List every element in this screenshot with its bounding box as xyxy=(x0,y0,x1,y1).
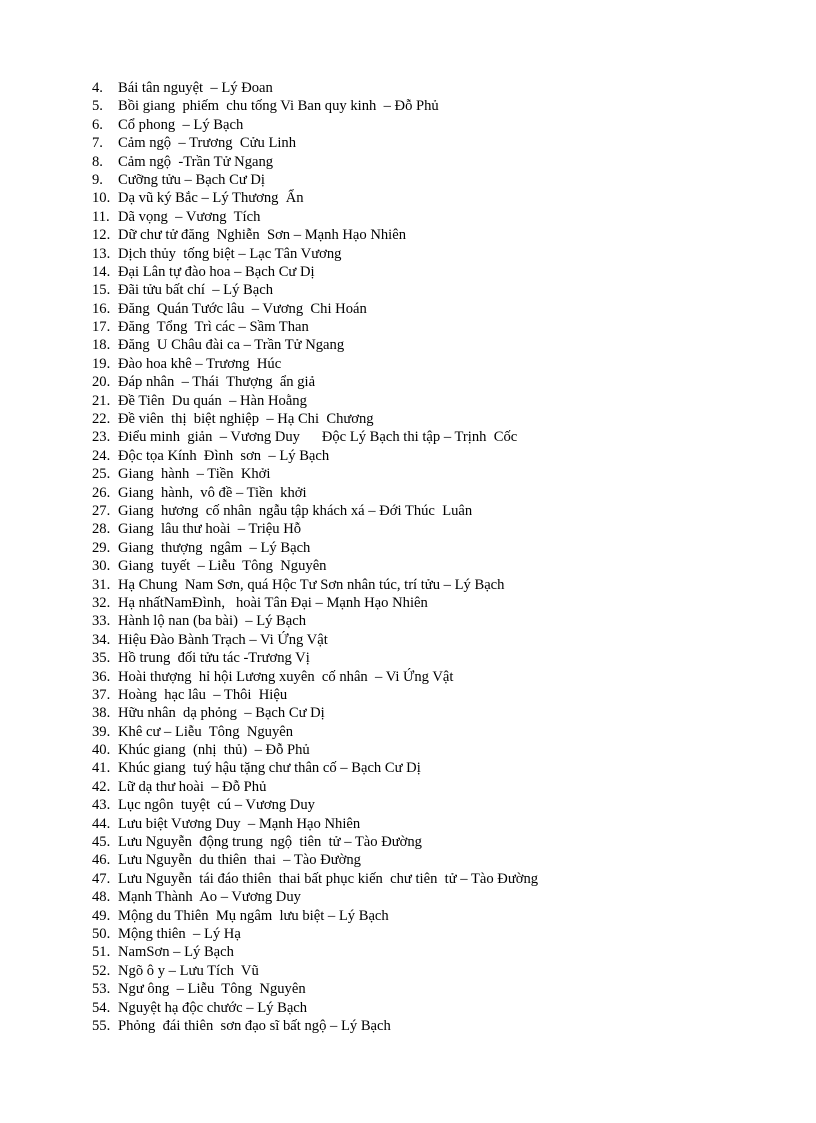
list-item xyxy=(92,97,538,115)
list-item-number: 13. xyxy=(92,245,111,262)
list-item-number: 31. xyxy=(92,576,111,593)
list-item-text: Lưu Nguyễn động trung ngộ tiên tử – Tào Đường xyxy=(118,834,422,851)
list-item-text: Đào hoa khê – Trương Húc xyxy=(118,355,282,372)
list-item-number: 52. xyxy=(92,962,111,979)
list-item xyxy=(92,484,538,502)
list-item xyxy=(92,189,538,207)
list-item-text: Mộng du Thiên Mụ ngâm lưu biệt – Lý Bạch xyxy=(118,907,389,924)
list-item xyxy=(92,576,538,594)
list-item-number: 30. xyxy=(92,558,111,575)
list-item-text: Lưu biệt Vương Duy – Mạnh Hạo Nhiên xyxy=(118,815,361,832)
list-item-text: Hoài thượng hỉ hội Lương xuyên cố nhân – Vi Ứng Vật xyxy=(118,668,454,685)
list-item-number: 36. xyxy=(92,668,111,685)
list-item xyxy=(92,318,538,336)
list-item-number: 37. xyxy=(92,686,111,703)
list-item xyxy=(92,870,538,888)
list-item-number: 7. xyxy=(92,135,103,152)
list-item-number: 46. xyxy=(92,852,111,869)
list-item xyxy=(92,925,538,943)
list-item-number: 21. xyxy=(92,392,111,409)
list-item-text: Đại Lân tự đào hoa – Bạch Cư Dị xyxy=(118,263,315,280)
list-item-number: 28. xyxy=(92,521,111,538)
list-item-text: Khê cư – Liễu Tông Nguyên xyxy=(118,723,294,740)
list-item-number: 38. xyxy=(92,705,111,722)
list-item xyxy=(92,520,538,538)
list-item-number: 8. xyxy=(92,153,103,170)
list-item-text: Hữu nhân dạ phỏng – Bạch Cư Dị xyxy=(118,705,325,722)
list-item-number: 5. xyxy=(92,98,103,115)
list-item-number: 6. xyxy=(92,116,103,133)
list-item-text: Đề viên thị biệt nghiệp – Hạ Chi Chương xyxy=(118,411,374,428)
list-item-text: Ngư ông – Liễu Tông Nguyên xyxy=(118,981,306,998)
list-item-number: 27. xyxy=(92,502,111,519)
list-item xyxy=(92,943,538,961)
list-item-text: Hạ nhấtNamĐình, hoài Tân Đại – Mạnh Hạo Nhiên xyxy=(118,594,428,611)
list-item-number: 40. xyxy=(92,742,111,759)
list-item xyxy=(92,962,538,980)
list-item-text: Giang thượng ngâm – Lý Bạch xyxy=(118,539,311,556)
list-item xyxy=(92,502,538,520)
list-item xyxy=(92,1017,538,1035)
list-item-number: 26. xyxy=(92,484,111,501)
list-item-text: Nguyệt hạ độc chước – Lý Bạch xyxy=(118,999,308,1016)
list-item-text: Giang lâu thư hoài – Triệu Hỗ xyxy=(118,521,302,538)
list-item-text: Hiệu Đào Bành Trạch – Vi Ứng Vật xyxy=(118,631,328,648)
list-item xyxy=(92,851,538,869)
list-item-text: Hạ Chung Nam Sơn, quá Hộc Tư Sơn nhân túc, trí tửu – Lý Bạch xyxy=(118,576,505,593)
list-item xyxy=(92,723,538,741)
list-item-text: Đăng Tổng Trì các – Sầm Than xyxy=(118,319,309,336)
list-item-text: Đáp nhân – Thái Thượng ẩn giả xyxy=(118,374,316,391)
list-item-number: 25. xyxy=(92,466,111,483)
list-item-number: 24. xyxy=(92,447,111,464)
list-item xyxy=(92,392,538,410)
list-item xyxy=(92,815,538,833)
list-item-number: 44. xyxy=(92,815,111,832)
list-item xyxy=(92,594,538,612)
list-item xyxy=(92,171,538,189)
list-item-number: 50. xyxy=(92,925,111,942)
list-item-text: Hoàng hạc lâu – Thôi Hiệu xyxy=(118,686,288,703)
list-item-text: Cảm ngộ -Trần Tử Ngang xyxy=(118,153,274,170)
list-item-number: 47. xyxy=(92,870,111,887)
list-item-number: 32. xyxy=(92,594,111,611)
list-item xyxy=(92,226,538,244)
list-item-number: 4. xyxy=(92,80,103,96)
list-item-text: NamSơn – Lý Bạch xyxy=(118,944,234,961)
list-item-text: Ngõ ô y – Lưu Tích Vũ xyxy=(118,962,259,979)
list-item-text: Khúc giang tuý hậu tặng chư thân cố – Bạch Cư Dị xyxy=(118,760,421,777)
list-item-text: Đãi tửu bất chí – Lý Bạch xyxy=(118,282,274,299)
list-item xyxy=(92,631,538,649)
list-item xyxy=(92,410,538,428)
list-item-text: Đăng U Châu đài ca – Trần Tử Ngang xyxy=(118,337,345,354)
list-item-number: 43. xyxy=(92,797,111,814)
list-item xyxy=(92,79,538,97)
list-item xyxy=(92,612,538,630)
list-item xyxy=(92,336,538,354)
list-item-number: 48. xyxy=(92,889,111,906)
list-item-text: Lưu Nguyễn tái đáo thiên thai bất phục kiến chư tiên tử – Tào Đường xyxy=(118,870,539,887)
list-item-text: Dã vọng – Vương Tích xyxy=(118,208,261,225)
list-item-text: Mộng thiên – Lý Hạ xyxy=(118,925,241,942)
list-item-number: 55. xyxy=(92,1017,111,1034)
list-item xyxy=(92,796,538,814)
list-item xyxy=(92,116,538,134)
list-item-number: 29. xyxy=(92,539,111,556)
list-item-number: 18. xyxy=(92,337,111,354)
list-item xyxy=(92,355,538,373)
list-item-text: Đăng Quán Tước lâu – Vương Chi Hoán xyxy=(118,300,367,317)
list-item-number: 45. xyxy=(92,834,111,851)
list-item-number: 14. xyxy=(92,263,111,280)
list-item-number: 19. xyxy=(92,355,111,372)
list-item xyxy=(92,539,538,557)
list-item-text: Dạ vũ ký Bắc – Lý Thương Ẩn xyxy=(118,190,304,207)
list-item-text: Bồi giang phiếm chu tống Vi Ban quy kinh – Đỗ Phủ xyxy=(118,98,439,115)
list-item xyxy=(92,704,538,722)
list-item-text: Hồ trung đối tửu tác -Trương Vị xyxy=(118,650,310,667)
list-item-number: 41. xyxy=(92,760,111,777)
list-item xyxy=(92,447,538,465)
list-item-text: Khúc giang (nhị thủ) – Đỗ Phủ xyxy=(118,742,310,759)
list-item-number: 39. xyxy=(92,723,111,740)
list-item xyxy=(92,281,538,299)
list-item-text: Hành lộ nan (ba bài) – Lý Bạch xyxy=(118,613,307,630)
list-item-number: 11. xyxy=(92,208,110,225)
list-item xyxy=(92,686,538,704)
list-item xyxy=(92,833,538,851)
list-item-text: Cổ phong – Lý Bạch xyxy=(118,116,244,133)
list-item xyxy=(92,759,538,777)
list-item-number: 22. xyxy=(92,411,111,428)
list-item xyxy=(92,999,538,1017)
list-item xyxy=(92,668,538,686)
list-item-number: 15. xyxy=(92,282,111,299)
list-item-text: Điểu minh giản – Vương Duy Độc Lý Bạch thi tập – Trịnh Cốc xyxy=(118,429,518,446)
list-item-number: 53. xyxy=(92,981,111,998)
list-item xyxy=(92,153,538,171)
list-item-text: Cưỡng tửu – Bạch Cư Dị xyxy=(118,171,265,188)
list-item xyxy=(92,778,538,796)
list-item-text: Giang hành, vô đề – Tiền khởi xyxy=(118,484,307,501)
list-item xyxy=(92,134,538,152)
list-item-text: Lữ dạ thư hoài – Đỗ Phủ xyxy=(118,778,267,795)
list-item xyxy=(92,428,538,446)
list-item-number: 9. xyxy=(92,171,103,188)
list-item xyxy=(92,373,538,391)
list-item-text: Lục ngôn tuyệt cú – Vương Duy xyxy=(118,797,315,814)
list-item-number: 17. xyxy=(92,319,111,336)
list-item xyxy=(92,980,538,998)
list-item-text: Lưu Nguyễn du thiên thai – Tào Đường xyxy=(118,852,361,869)
list-item xyxy=(92,208,538,226)
list-item xyxy=(92,465,538,483)
list-item-number: 10. xyxy=(92,190,111,207)
list-item xyxy=(92,907,538,925)
list-item xyxy=(92,245,538,263)
list-item-text: Phỏng đái thiên sơn đạo sĩ bất ngộ – Lý Bạch xyxy=(118,1017,391,1034)
list-item-text: Độc tọa Kính Đình sơn – Lý Bạch xyxy=(118,447,330,464)
list-item-number: 42. xyxy=(92,778,111,795)
list-item-text: Dịch thủy tống biệt – Lạc Tân Vương xyxy=(118,245,342,262)
list-item-number: 16. xyxy=(92,300,111,317)
list-item-number: 49. xyxy=(92,907,111,924)
poem-list xyxy=(92,79,538,1035)
list-item xyxy=(92,741,538,759)
list-item-text: Dữ chư tử đăng Nghiễn Sơn – Mạnh Hạo Nhiên xyxy=(118,227,407,244)
list-item-text: Bái tân nguyệt – Lý Đoan xyxy=(118,80,273,96)
list-item xyxy=(92,649,538,667)
list-item-number: 12. xyxy=(92,227,111,244)
list-item-number: 20. xyxy=(92,374,111,391)
list-item xyxy=(92,263,538,281)
list-item-number: 54. xyxy=(92,999,111,1016)
list-item-number: 33. xyxy=(92,613,111,630)
list-item-text: Cảm ngộ – Trương Cửu Linh xyxy=(118,135,297,152)
list-item-text: Đề Tiên Du quán – Hàn Hoằng xyxy=(118,392,307,409)
list-item xyxy=(92,888,538,906)
list-item-text: Giang hành – Tiền Khởi xyxy=(118,466,271,483)
list-item-number: 35. xyxy=(92,650,111,667)
list-item-number: 34. xyxy=(92,631,111,648)
list-item-number: 23. xyxy=(92,429,111,446)
list-item xyxy=(92,300,538,318)
list-item-text: Giang tuyết – Liễu Tông Nguyên xyxy=(118,558,327,575)
list-item-text: Giang hương cố nhân ngẫu tập khách xá – Đới Thúc Luân xyxy=(118,502,473,519)
list-item-text: Mạnh Thành Ao – Vương Duy xyxy=(118,889,301,906)
list-item xyxy=(92,557,538,575)
list-item-number: 51. xyxy=(92,944,111,961)
